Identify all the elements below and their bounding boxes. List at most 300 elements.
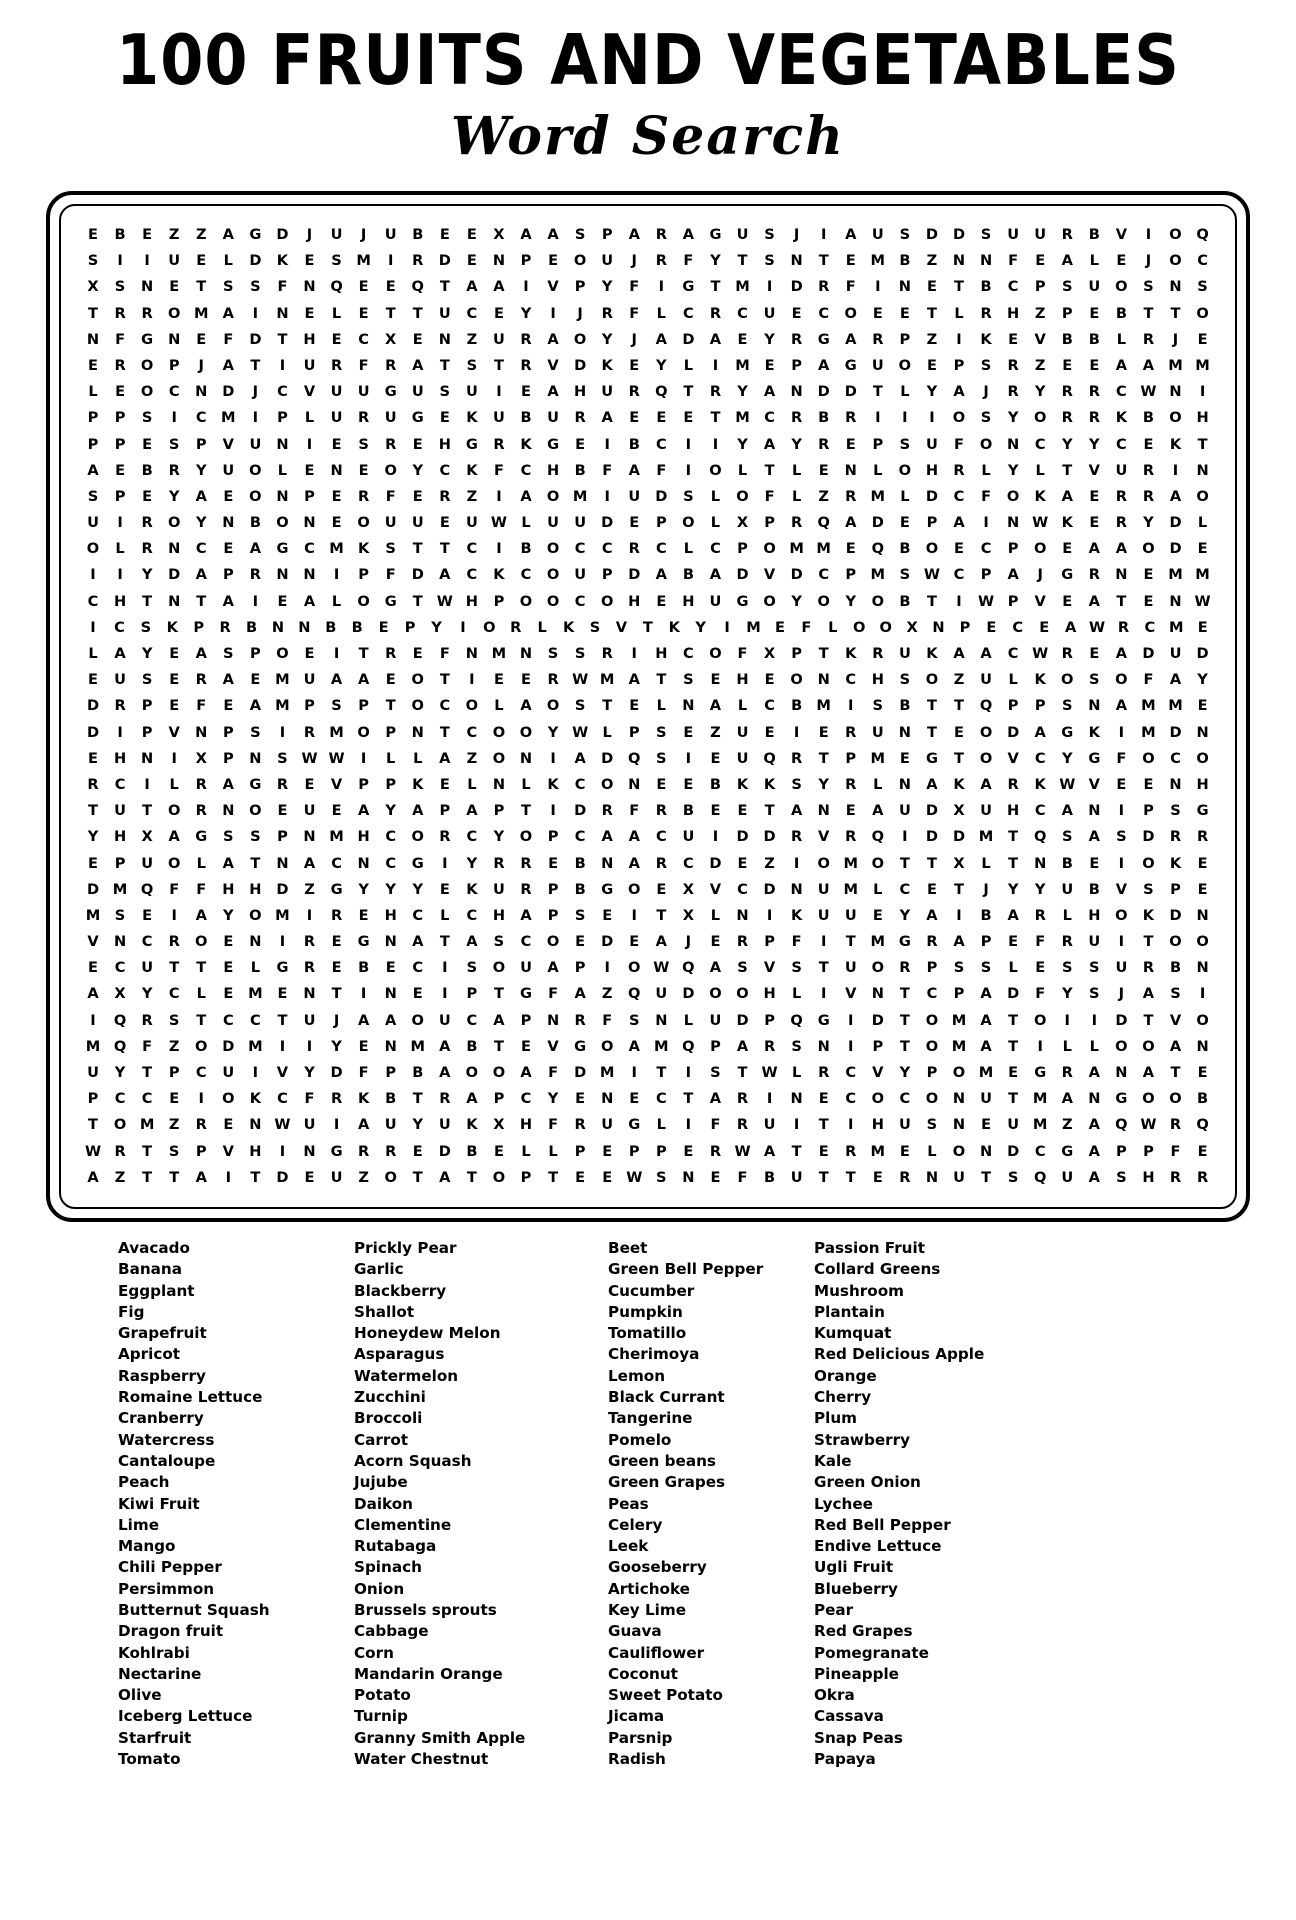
letter-cell[interactable]: I	[604, 487, 610, 505]
letter-cell[interactable]: J	[360, 226, 367, 243]
letter-cell[interactable]: C	[195, 409, 207, 427]
letter-cell[interactable]: E	[845, 252, 856, 270]
letter-cell[interactable]: S	[1197, 278, 1208, 296]
letter-cell[interactable]: F	[737, 645, 748, 662]
letter-cell[interactable]: A	[1034, 723, 1046, 741]
letter-cell[interactable]: I	[360, 749, 367, 767]
letter-cell[interactable]: E	[575, 435, 586, 453]
letter-cell[interactable]: S	[466, 959, 478, 977]
letter-cell[interactable]: D	[330, 1064, 343, 1081]
word-list-item[interactable]: Cherry	[814, 1388, 872, 1407]
letter-cell[interactable]: C	[520, 1090, 532, 1108]
letter-cell[interactable]: D	[411, 566, 424, 584]
letter-cell[interactable]: A	[709, 566, 722, 584]
letter-cell[interactable]: R	[818, 435, 830, 453]
letter-cell[interactable]: A	[1088, 1142, 1100, 1160]
letter-cell[interactable]: N	[303, 985, 316, 1003]
letter-cell[interactable]: E	[872, 906, 883, 924]
letter-cell[interactable]: N	[790, 383, 803, 401]
letter-cell[interactable]: A	[195, 487, 207, 505]
letter-cell[interactable]: R	[114, 356, 126, 374]
letter-cell[interactable]: G	[844, 356, 857, 374]
letter-cell[interactable]: C	[1170, 749, 1181, 767]
letter-cell[interactable]: E	[899, 514, 910, 532]
letter-cell[interactable]: A	[574, 749, 586, 767]
letter-cell[interactable]: S	[574, 906, 586, 924]
letter-cell[interactable]: C	[520, 461, 532, 479]
letter-cell[interactable]: N	[384, 933, 397, 951]
letter-cell[interactable]: I	[766, 278, 773, 296]
letter-cell[interactable]: U	[601, 1116, 614, 1134]
letter-cell[interactable]: L	[1008, 959, 1018, 977]
letter-cell[interactable]: B	[899, 592, 911, 610]
letter-cell[interactable]: N	[1088, 802, 1101, 820]
letter-cell[interactable]: T	[1062, 461, 1073, 479]
letter-cell[interactable]: I	[306, 906, 313, 924]
letter-cell[interactable]: U	[547, 409, 559, 427]
letter-cell[interactable]: S	[1089, 959, 1100, 977]
letter-cell[interactable]: R	[1088, 566, 1100, 584]
word-list-item[interactable]: Apricot	[118, 1345, 181, 1364]
letter-cell[interactable]: N	[168, 592, 181, 610]
letter-cell[interactable]: Z	[764, 854, 775, 872]
letter-cell[interactable]: T	[1008, 1090, 1019, 1108]
letter-cell[interactable]: O	[1115, 671, 1128, 689]
letter-cell[interactable]: O	[871, 1090, 885, 1108]
letter-cell[interactable]: I	[496, 540, 502, 558]
letter-cell[interactable]: N	[817, 802, 830, 820]
letter-cell[interactable]: R	[899, 959, 911, 977]
letter-cell[interactable]: R	[845, 1142, 857, 1160]
letter-cell[interactable]: U	[330, 226, 343, 243]
letter-cell[interactable]: D	[168, 566, 181, 584]
letter-cell[interactable]: E	[872, 1168, 883, 1186]
letter-cell[interactable]: G	[574, 1037, 587, 1055]
letter-cell[interactable]: P	[601, 226, 613, 243]
letter-cell[interactable]: E	[115, 461, 126, 479]
letter-cell[interactable]: C	[141, 933, 153, 951]
letter-cell[interactable]: D	[925, 828, 938, 846]
word-list-item[interactable]: Collard Greens	[814, 1260, 941, 1279]
letter-cell[interactable]: G	[547, 435, 560, 453]
letter-cell[interactable]: L	[1035, 461, 1045, 479]
letter-cell[interactable]: L	[386, 749, 396, 767]
letter-cell[interactable]: B	[899, 252, 911, 270]
letter-cell[interactable]: E	[575, 1168, 586, 1186]
letter-cell[interactable]: P	[601, 566, 613, 584]
letter-cell[interactable]: I	[1118, 854, 1125, 872]
letter-cell[interactable]: F	[1035, 933, 1046, 951]
letter-cell[interactable]: K	[357, 1090, 370, 1108]
letter-cell[interactable]: A	[357, 1011, 370, 1029]
letter-cell[interactable]: R	[547, 671, 559, 689]
letter-cell[interactable]: O	[1196, 304, 1209, 322]
letter-cell[interactable]: H	[1007, 304, 1020, 322]
letter-cell[interactable]: P	[114, 854, 126, 872]
letter-cell[interactable]: T	[899, 985, 910, 1003]
letter-cell[interactable]: M	[735, 409, 750, 427]
letter-cell[interactable]: A	[1007, 566, 1019, 584]
letter-cell[interactable]: P	[141, 723, 153, 741]
letter-cell[interactable]: B	[249, 514, 261, 532]
letter-cell[interactable]: N	[628, 775, 641, 793]
letter-cell[interactable]: M	[951, 1037, 967, 1055]
letter-cell[interactable]: V	[1034, 330, 1046, 348]
letter-cell[interactable]: N	[86, 330, 100, 348]
letter-cell[interactable]: S	[140, 618, 152, 636]
word-list-item[interactable]: Pomelo	[608, 1430, 672, 1449]
letter-cell[interactable]: A	[547, 226, 559, 243]
letter-cell[interactable]: O	[1033, 409, 1047, 427]
letter-cell[interactable]: R	[845, 775, 857, 793]
letter-cell[interactable]: R	[791, 749, 803, 767]
letter-cell[interactable]: E	[466, 226, 477, 243]
letter-cell[interactable]: H	[1196, 409, 1209, 427]
letter-cell[interactable]: O	[465, 1064, 479, 1081]
letter-cell[interactable]: A	[1142, 1064, 1155, 1081]
letter-cell[interactable]: N	[195, 383, 208, 401]
word-list-item[interactable]: Romaine Lettuce	[118, 1388, 263, 1407]
letter-cell[interactable]: L	[521, 514, 531, 532]
letter-cell[interactable]: W	[923, 566, 940, 584]
word-list-item[interactable]: Blueberry	[814, 1579, 898, 1598]
letter-cell[interactable]: T	[656, 671, 667, 689]
letter-cell[interactable]: A	[628, 1037, 640, 1055]
word-list-item[interactable]: Coconut	[608, 1664, 678, 1683]
letter-cell[interactable]: P	[547, 880, 559, 898]
letter-cell[interactable]: D	[1007, 723, 1020, 741]
letter-cell[interactable]: R	[818, 278, 830, 296]
letter-cell[interactable]: E	[493, 671, 504, 689]
letter-cell[interactable]: D	[790, 278, 803, 296]
letter-cell[interactable]: S	[980, 409, 992, 427]
letter-cell[interactable]: L	[954, 304, 964, 322]
letter-cell[interactable]: P	[466, 985, 478, 1003]
letter-cell[interactable]: M	[1032, 1116, 1048, 1134]
letter-cell[interactable]: W	[1140, 1116, 1157, 1134]
letter-cell[interactable]: G	[330, 880, 343, 898]
letter-cell[interactable]: I	[550, 749, 556, 767]
letter-cell[interactable]: Y	[710, 252, 721, 270]
word-list-item[interactable]: Green Grapes	[608, 1473, 726, 1492]
word-list-item[interactable]: Cassava	[814, 1707, 884, 1726]
letter-cell[interactable]: D	[1169, 723, 1182, 741]
letter-cell[interactable]: Y	[141, 645, 153, 662]
letter-cell[interactable]: P	[520, 1168, 532, 1186]
letter-cell[interactable]: B	[1197, 1090, 1209, 1108]
letter-cell[interactable]: I	[712, 828, 719, 846]
letter-cell[interactable]: C	[737, 304, 748, 322]
letter-cell[interactable]: E	[1197, 697, 1208, 715]
letter-cell[interactable]: Y	[601, 278, 613, 296]
letter-cell[interactable]: Y	[412, 461, 424, 479]
letter-cell[interactable]: N	[1088, 1090, 1101, 1108]
letter-cell[interactable]: M	[356, 252, 371, 270]
letter-cell[interactable]: A	[1115, 645, 1128, 662]
word-list-item[interactable]: Lime	[118, 1515, 160, 1534]
letter-cell[interactable]: J	[1172, 330, 1179, 348]
letter-cell[interactable]: C	[114, 618, 125, 636]
letter-cell[interactable]: N	[384, 1037, 397, 1055]
letter-cell[interactable]: T	[737, 252, 748, 270]
letter-cell[interactable]: N	[1034, 854, 1047, 872]
letter-cell[interactable]: S	[358, 435, 369, 453]
letter-cell[interactable]: N	[1169, 383, 1182, 401]
letter-cell[interactable]: A	[1142, 985, 1155, 1003]
letter-cell[interactable]: M	[410, 1037, 426, 1055]
letter-cell[interactable]: R	[1196, 828, 1209, 846]
letter-cell[interactable]: M	[1141, 723, 1156, 741]
letter-cell[interactable]: W	[653, 959, 670, 977]
letter-cell[interactable]: I	[631, 645, 637, 662]
letter-cell[interactable]: G	[411, 409, 424, 427]
letter-cell[interactable]: M	[329, 828, 344, 846]
letter-cell[interactable]: C	[737, 880, 748, 898]
letter-cell[interactable]: A	[222, 304, 234, 322]
letter-cell[interactable]: H	[249, 1142, 262, 1160]
letter-cell[interactable]: N	[357, 854, 370, 872]
letter-cell[interactable]: S	[1061, 697, 1073, 715]
letter-cell[interactable]: J	[983, 880, 989, 898]
letter-cell[interactable]: N	[492, 775, 506, 793]
letter-cell[interactable]: F	[764, 487, 775, 505]
letter-cell[interactable]: O	[1142, 1037, 1155, 1055]
letter-cell[interactable]: B	[791, 697, 803, 715]
letter-cell[interactable]: F	[277, 278, 288, 296]
letter-cell[interactable]: I	[387, 252, 394, 270]
letter-cell[interactable]: N	[871, 985, 884, 1003]
word-list-item[interactable]: Granny Smith Apple	[354, 1728, 526, 1747]
letter-cell[interactable]: R	[845, 723, 857, 741]
letter-cell[interactable]: R	[330, 356, 343, 374]
letter-cell[interactable]: R	[520, 880, 532, 898]
letter-cell[interactable]: K	[562, 618, 575, 636]
letter-cell[interactable]: B	[1088, 330, 1100, 348]
letter-cell[interactable]: P	[737, 540, 748, 558]
letter-cell[interactable]: W	[572, 671, 589, 689]
letter-cell[interactable]: O	[411, 1011, 424, 1029]
letter-cell[interactable]: S	[114, 906, 126, 924]
letter-cell[interactable]: E	[845, 435, 856, 453]
letter-cell[interactable]: E	[493, 304, 504, 322]
word-list-item[interactable]: Sweet Potato	[608, 1686, 723, 1705]
letter-cell[interactable]: O	[384, 461, 397, 479]
letter-cell[interactable]: H	[1142, 1168, 1155, 1186]
letter-cell[interactable]: E	[954, 540, 964, 558]
letter-cell[interactable]: C	[277, 383, 288, 401]
letter-cell[interactable]: A	[763, 435, 776, 453]
letter-cell[interactable]: G	[601, 880, 614, 898]
letter-cell[interactable]: N	[411, 723, 424, 741]
letter-cell[interactable]: V	[615, 618, 628, 636]
letter-cell[interactable]: C	[466, 906, 478, 924]
letter-cell[interactable]: F	[169, 880, 180, 898]
letter-cell[interactable]: I	[1091, 1011, 1098, 1029]
letter-cell[interactable]: R	[736, 1116, 749, 1134]
letter-cell[interactable]: T	[818, 959, 829, 977]
letter-cell[interactable]: F	[845, 278, 856, 296]
letter-cell[interactable]: U	[980, 1090, 992, 1108]
letter-cell[interactable]: A	[628, 461, 640, 479]
letter-cell[interactable]: U	[168, 252, 181, 270]
letter-cell[interactable]: E	[223, 985, 234, 1003]
letter-cell[interactable]: O	[1033, 540, 1047, 558]
letter-cell[interactable]: F	[981, 487, 992, 505]
word-list-item[interactable]: Snap Peas	[814, 1728, 903, 1747]
letter-cell[interactable]: C	[953, 566, 965, 584]
letter-cell[interactable]: Y	[304, 1064, 315, 1081]
letter-cell[interactable]: T	[88, 1116, 98, 1134]
letter-cell[interactable]: S	[683, 487, 694, 505]
letter-cell[interactable]: O	[979, 749, 993, 767]
letter-cell[interactable]: A	[818, 356, 830, 374]
letter-cell[interactable]: D	[601, 749, 614, 767]
letter-cell[interactable]: S	[1061, 278, 1073, 296]
letter-cell[interactable]: I	[171, 409, 177, 427]
word-list-item[interactable]: Radish	[608, 1750, 666, 1769]
letter-cell[interactable]: C	[655, 1090, 667, 1108]
letter-cell[interactable]: X	[141, 828, 153, 846]
letter-cell[interactable]: P	[764, 1011, 775, 1029]
word-list-item[interactable]: Strawberry	[814, 1430, 911, 1449]
letter-cell[interactable]: P	[899, 330, 911, 348]
letter-cell[interactable]: E	[88, 854, 98, 872]
letter-cell[interactable]: D	[1169, 540, 1182, 558]
letter-cell[interactable]: H	[628, 592, 641, 610]
letter-cell[interactable]: R	[412, 252, 424, 270]
letter-cell[interactable]: L	[277, 461, 288, 479]
letter-cell[interactable]: J	[1118, 985, 1125, 1003]
letter-cell[interactable]: L	[710, 514, 721, 532]
letter-cell[interactable]: Z	[818, 487, 829, 505]
letter-cell[interactable]: Y	[737, 435, 748, 453]
letter-cell[interactable]: E	[412, 645, 423, 662]
letter-cell[interactable]: T	[142, 592, 153, 610]
letter-cell[interactable]: O	[925, 540, 939, 558]
letter-cell[interactable]: C	[277, 1090, 288, 1108]
letter-cell[interactable]: I	[983, 514, 989, 532]
letter-cell[interactable]: O	[898, 461, 912, 479]
letter-cell[interactable]: L	[304, 409, 315, 427]
letter-cell[interactable]: S	[710, 1064, 721, 1081]
letter-cell[interactable]: T	[818, 749, 829, 767]
letter-cell[interactable]: P	[358, 775, 369, 793]
letter-cell[interactable]: L	[250, 959, 261, 977]
letter-cell[interactable]: W	[1032, 514, 1049, 532]
letter-cell[interactable]: K	[1061, 514, 1073, 532]
letter-cell[interactable]: R	[385, 356, 397, 374]
letter-cell[interactable]: R	[736, 933, 749, 951]
word-list-item[interactable]: Honeydew Melon	[354, 1324, 501, 1343]
letter-cell[interactable]: G	[276, 540, 289, 558]
letter-cell[interactable]: L	[196, 854, 206, 872]
letter-cell[interactable]: B	[1169, 959, 1182, 977]
letter-cell[interactable]: I	[144, 775, 150, 793]
letter-cell[interactable]: E	[683, 723, 694, 741]
letter-cell[interactable]: R	[763, 1037, 776, 1055]
letter-cell[interactable]: E	[1089, 356, 1100, 374]
letter-cell[interactable]: E	[439, 514, 450, 532]
letter-cell[interactable]: T	[926, 592, 937, 610]
letter-cell[interactable]: E	[304, 461, 315, 479]
letter-cell[interactable]: A	[926, 775, 938, 793]
letter-cell[interactable]: I	[1118, 802, 1125, 820]
letter-cell[interactable]: O	[546, 487, 560, 505]
letter-cell[interactable]: G	[925, 749, 938, 767]
letter-cell[interactable]: M	[843, 854, 859, 872]
letter-cell[interactable]: I	[442, 854, 448, 872]
letter-cell[interactable]: C	[466, 1011, 478, 1029]
word-list-item[interactable]: Banana	[118, 1260, 182, 1279]
letter-cell[interactable]: A	[926, 906, 938, 924]
letter-cell[interactable]: K	[1088, 723, 1100, 741]
letter-cell[interactable]: L	[548, 1142, 558, 1160]
letter-cell[interactable]: E	[223, 1116, 234, 1134]
letter-cell[interactable]: I	[604, 435, 610, 453]
letter-cell[interactable]: T	[385, 697, 396, 715]
letter-cell[interactable]: T	[926, 697, 937, 715]
letter-cell[interactable]: S	[1143, 880, 1154, 898]
letter-cell[interactable]: D	[222, 383, 235, 401]
letter-cell[interactable]: S	[168, 435, 180, 453]
letter-cell[interactable]: Y	[223, 906, 234, 924]
letter-cell[interactable]: E	[683, 409, 694, 427]
word-list-item[interactable]: Olive	[118, 1686, 162, 1705]
letter-cell[interactable]: A	[493, 278, 505, 296]
word-list-item[interactable]: Endive Lettuce	[814, 1537, 942, 1556]
letter-cell[interactable]: E	[466, 252, 477, 270]
letter-cell[interactable]: Y	[431, 618, 442, 636]
letter-cell[interactable]: R	[574, 1116, 586, 1134]
letter-cell[interactable]: B	[1142, 409, 1154, 427]
letter-cell[interactable]: E	[169, 1090, 180, 1108]
letter-cell[interactable]: P	[114, 487, 126, 505]
letter-cell[interactable]: E	[1143, 566, 1154, 584]
letter-cell[interactable]: Q	[330, 278, 343, 296]
letter-cell[interactable]: C	[899, 1090, 911, 1108]
letter-cell[interactable]: F	[737, 1168, 748, 1186]
letter-cell[interactable]: T	[954, 749, 964, 767]
word-list-item[interactable]: Kohlrabi	[118, 1643, 190, 1662]
letter-cell[interactable]: J	[333, 1011, 340, 1029]
letter-cell[interactable]: N	[1007, 435, 1020, 453]
letter-cell[interactable]: K	[1034, 671, 1046, 689]
letter-cell[interactable]: U	[303, 1011, 316, 1029]
letter-cell[interactable]: I	[929, 409, 935, 427]
letter-cell[interactable]: A	[1061, 487, 1073, 505]
letter-cell[interactable]: U	[953, 1168, 965, 1186]
letter-cell[interactable]: E	[358, 906, 369, 924]
letter-cell[interactable]: H	[357, 828, 370, 846]
letter-cell[interactable]: Y	[114, 1064, 126, 1081]
letter-cell[interactable]: L	[1062, 1037, 1072, 1055]
letter-cell[interactable]: E	[656, 880, 667, 898]
letter-cell[interactable]: P	[222, 749, 234, 767]
letter-cell[interactable]: O	[249, 487, 262, 505]
letter-cell[interactable]: V	[1088, 461, 1100, 479]
letter-cell[interactable]: A	[249, 697, 262, 715]
letter-cell[interactable]: P	[1007, 592, 1019, 610]
letter-cell[interactable]: M	[870, 566, 886, 584]
letter-cell[interactable]: T	[412, 540, 423, 558]
letter-cell[interactable]: T	[196, 959, 207, 977]
letter-cell[interactable]: I	[1172, 461, 1179, 479]
letter-cell[interactable]: N	[1169, 775, 1182, 793]
letter-cell[interactable]: U	[411, 514, 424, 532]
letter-cell[interactable]: A	[114, 645, 126, 662]
letter-cell[interactable]: T	[656, 1064, 667, 1081]
letter-cell[interactable]: F	[1008, 252, 1019, 270]
